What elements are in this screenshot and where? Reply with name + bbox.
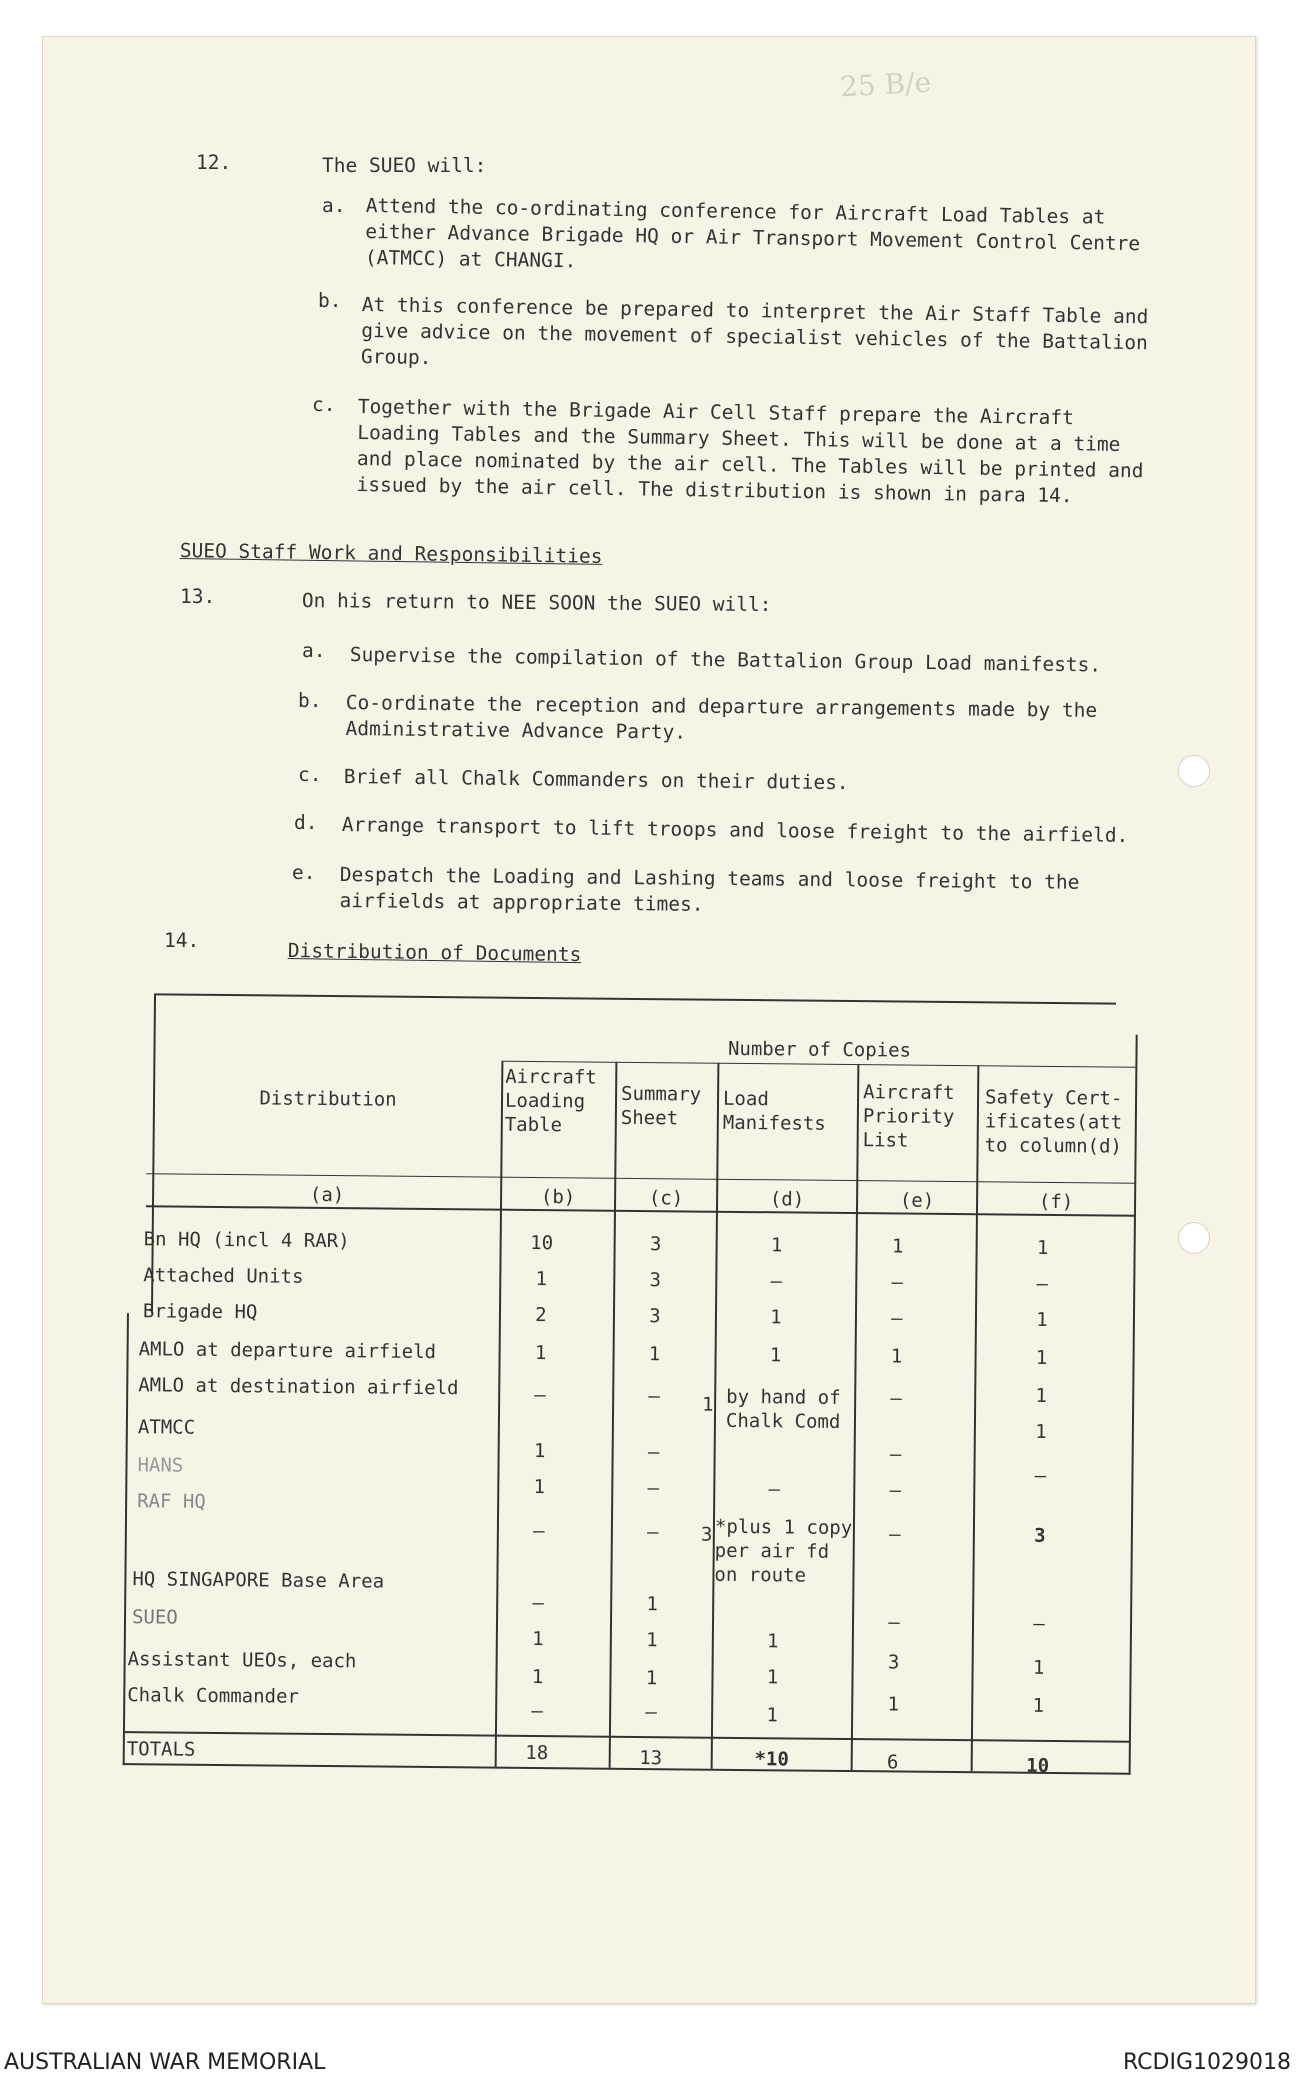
totals-f: 10 — [1026, 1754, 1050, 1777]
para12-item-c-text: Together with the Brigade Air Cell Staff prepare the Aircraft Loading Tables and the Summary Sheet. This will be done at a time and place nominated by the air cell. The Tables will be printed and issued by the air cell. The distribution is shown in para 14. — [356, 394, 1144, 508]
totals-e: 6 — [886, 1751, 899, 1774]
table-cell: 1 — [767, 1630, 779, 1653]
table-cell: 3 — [700, 1523, 713, 1546]
para12-item-a-text: Attend the co-ordinating conference for Aircraft Load Tables at either Advance Brigade HQ or Air Transport Movement Control Centre (ATMCC) at CHANGI. — [364, 193, 1141, 273]
table-cell: – — [890, 1387, 903, 1410]
table-cell: – — [888, 1611, 900, 1634]
table-cell: – — [648, 1385, 661, 1408]
table-cell: – — [1033, 1612, 1045, 1635]
table-cell: – — [891, 1271, 904, 1294]
header-summary-sheet: Summary Sheet — [620, 1082, 702, 1130]
header-distribution: Distribution — [259, 1087, 397, 1111]
para12-number: 12. — [196, 151, 232, 174]
note-plus-copy: *plus 1 copy per air fd on route — [714, 1515, 853, 1587]
table-cell: 3 — [1034, 1524, 1046, 1547]
table-cell: 1 — [645, 1667, 658, 1690]
totals-d: *10 — [754, 1748, 789, 1771]
table-cell: 1 — [1032, 1694, 1045, 1717]
pencil-annotation: 25 B/e — [839, 65, 932, 104]
para13-item-b-letter: b. — [298, 689, 322, 712]
para14-number: 14. — [164, 929, 200, 952]
table-row-dist: Assistant UEOs, each — [127, 1648, 357, 1673]
para12-item-a-letter: a. — [322, 194, 346, 217]
table-cell: – — [647, 1521, 659, 1544]
table-cell: – — [534, 1384, 547, 1407]
footer-right: RCDIG1029018 — [1122, 2050, 1291, 2075]
para13-number: 13. — [180, 585, 216, 608]
table-cell: 1 — [534, 1342, 547, 1365]
table-cell: 2 — [535, 1304, 547, 1327]
table-cell: 1 — [646, 1593, 659, 1616]
table-cell: 1 — [531, 1665, 544, 1689]
note-by-hand: by hand of Chalk Comd — [725, 1385, 841, 1433]
col-letter-e: (e) — [899, 1189, 935, 1212]
table-cell: 1 — [766, 1704, 778, 1727]
para12-item-b-text: At this conference be prepared to interpret the Air Staff Table and give advice on the movement of specialist vehicles of the Battalion Group. — [360, 292, 1149, 370]
table-cell: – — [647, 1441, 660, 1464]
table-cell: 1 — [770, 1234, 783, 1257]
para13-item-c-text: Brief all Chalk Commanders on their duties. — [343, 764, 849, 795]
para13-item-d-text: Arrange transport to lift troops and loose freight to the airfield. — [341, 812, 1129, 847]
table-cell: 1 — [702, 1393, 714, 1416]
table-row-dist: SUEO — [131, 1606, 178, 1629]
totals-c: 13 — [639, 1747, 663, 1770]
table-cell: 1 — [1032, 1656, 1045, 1679]
table-cell: – — [770, 1270, 783, 1293]
para13-item-d-letter: d. — [294, 811, 318, 834]
totals-label: TOTALS — [126, 1738, 196, 1761]
para14-heading: Distribution of Documents — [287, 938, 582, 967]
header-load-manifests: Load Manifests — [722, 1087, 826, 1135]
table-cell: 3 — [649, 1305, 661, 1328]
totals-b: 18 — [525, 1741, 549, 1765]
para13-item-a-letter: a. — [302, 639, 326, 662]
table-cell: 3 — [649, 1233, 662, 1256]
para13-item-e-letter: e. — [292, 861, 316, 884]
table-cell: 1 — [1035, 1384, 1048, 1407]
table-row-dist: HANS — [137, 1454, 184, 1477]
table-cell: – — [532, 1591, 545, 1615]
table-cell: 1 — [535, 1268, 548, 1291]
table-row-dist: Brigade HQ — [142, 1300, 258, 1324]
table-row-dist: Chalk Commander — [127, 1684, 299, 1708]
table-cell: 1 — [532, 1627, 544, 1651]
table-cell: 3 — [887, 1651, 900, 1674]
para13-lead: On his return to NEE SOON the SUEO will: — [301, 588, 772, 617]
table-cell: 1 — [770, 1306, 782, 1329]
para12-lead: The SUEO will: — [322, 154, 487, 177]
table-cell: – — [889, 1523, 901, 1546]
table-cell: – — [891, 1307, 903, 1330]
para13-item-b-text: Co-ordinate the reception and departure arrangements made by the Administrative Advance Party. — [345, 690, 1098, 744]
header-number-of-copies: Number of Copies — [727, 1037, 912, 1062]
table-row-dist: Bn HQ (incl 4 RAR) — [143, 1228, 350, 1253]
para13-item-c-letter: c. — [298, 763, 322, 786]
para13-item-a-text: Supervise the compilation of the Battalion Group Load manifests. — [349, 642, 1102, 677]
para12-item-b-letter: b. — [318, 289, 342, 312]
table-cell: 1 — [533, 1476, 546, 1499]
table-cell: – — [768, 1478, 781, 1501]
footer-left: AUSTRALIAN WAR MEMORIAL — [4, 2050, 326, 2075]
table-row-dist: AMLO at destination airfield — [138, 1374, 459, 1400]
para12-item-c-letter: c. — [312, 393, 336, 416]
table-cell: – — [1034, 1464, 1047, 1487]
table-cell: – — [531, 1699, 543, 1723]
table-cell: – — [647, 1477, 660, 1500]
section-heading: SUEO Staff Work and Responsibilities — [179, 538, 603, 568]
table-cell: 3 — [649, 1269, 662, 1292]
header-aircraft-priority-list: Aircraft Priority List — [862, 1081, 955, 1152]
table-row-dist: AMLO at departure airfield — [138, 1338, 437, 1364]
col-letter-b: (b) — [540, 1186, 576, 1209]
table-cell: 1 — [1036, 1308, 1048, 1331]
header-safety-certificates: Safety Cert-ificates(att to column(d) — [984, 1086, 1123, 1158]
table-cell: 1 — [1035, 1346, 1048, 1369]
table-cell: 1 — [887, 1693, 900, 1716]
table-cell: 1 — [533, 1440, 546, 1463]
table-cell: 1 — [769, 1344, 782, 1367]
table-cell: – — [1036, 1272, 1049, 1295]
col-letter-c: (c) — [648, 1187, 684, 1210]
table-row-dist: HQ SINGAPORE Base Area — [132, 1568, 385, 1593]
table-cell: 10 — [530, 1231, 554, 1255]
header-aircraft-loading-table: Aircraft Loading Table — [504, 1065, 597, 1137]
table-row-dist: RAF HQ — [137, 1490, 206, 1513]
para13-item-e-text: Despatch the Loading and Lashing teams and loose freight to the airfields at appropriate times. — [339, 862, 1080, 916]
table-row-dist: ATMCC — [137, 1416, 196, 1439]
table-cell: 1 — [646, 1629, 658, 1652]
table-cell: 1 — [1036, 1236, 1049, 1259]
table-cell: – — [645, 1701, 657, 1724]
table-cell: – — [889, 1479, 902, 1502]
col-letter-d: (d) — [769, 1188, 805, 1211]
table-row-dist: Attached Units — [143, 1264, 304, 1288]
table-cell: 1 — [890, 1345, 903, 1368]
table-cell: 1 — [648, 1343, 661, 1366]
table-cell: 1 — [891, 1235, 904, 1258]
table-cell: – — [889, 1443, 902, 1466]
table-cell: 1 — [766, 1666, 779, 1689]
col-letter-a: (a) — [309, 1183, 345, 1207]
col-letter-f: (f) — [1038, 1190, 1074, 1214]
table-cell: 1 — [1035, 1420, 1047, 1443]
table-cell: – — [533, 1519, 545, 1543]
